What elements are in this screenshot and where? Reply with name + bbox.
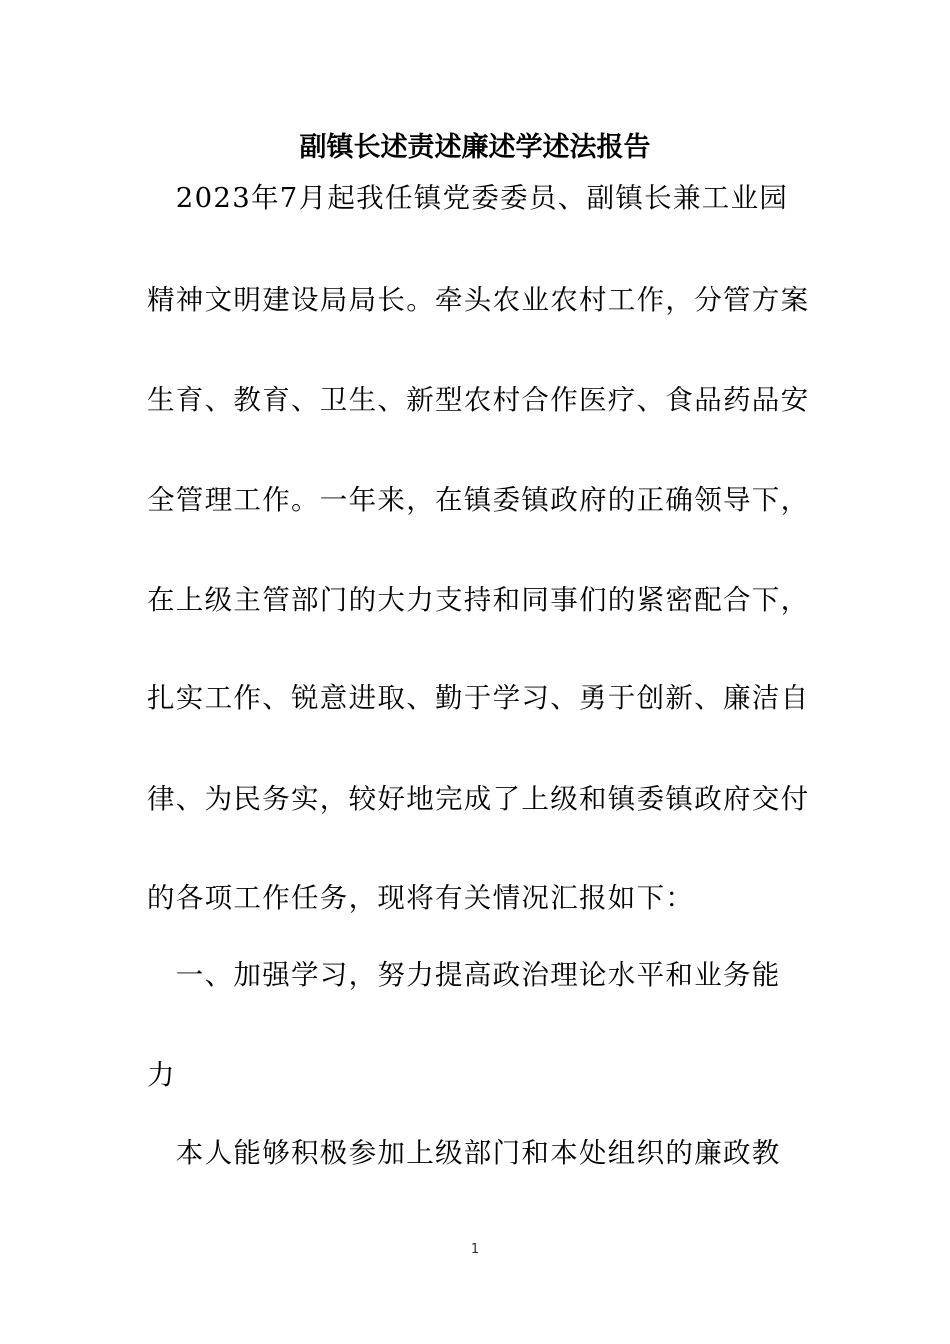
body-line-8: 的各项工作任务，现将有关情况汇报如下： (147, 882, 695, 914)
body-line-9: 本人能够积极参加上级部门和本处组织的廉政教 (147, 1137, 781, 1169)
body-line-7: 律、为民务实，较好地完成了上级和镇委镇政府交付 (147, 783, 810, 815)
section-heading-line-2: 力 (147, 1059, 176, 1091)
document-title: 副镇长述责述廉述学述法报告 (299, 132, 651, 163)
section-heading-line-1: 一、加强学习，努力提高政治理论水平和业务能 (147, 959, 781, 991)
body-line-4: 全管理工作。一年来，在镇委镇政府的正确领导下， (147, 484, 810, 516)
body-line-6: 扎实工作、锐意进取、勤于学习、勇于创新、廉洁自 (147, 682, 810, 714)
body-line-5: 在上级主管部门的大力支持和同事们的紧密配合下， (147, 584, 810, 616)
body-line-2: 精神文明建设局局长。牵头农业农村工作，分管方案 (147, 284, 810, 316)
body-line-3: 生育、教育、卫生、新型农村合作医疗、食品药品安 (147, 384, 810, 416)
page-number: 1 (470, 1242, 480, 1257)
body-line-1: 2023年7月起我任镇党委委员、副镇长兼工业园 (147, 182, 789, 214)
